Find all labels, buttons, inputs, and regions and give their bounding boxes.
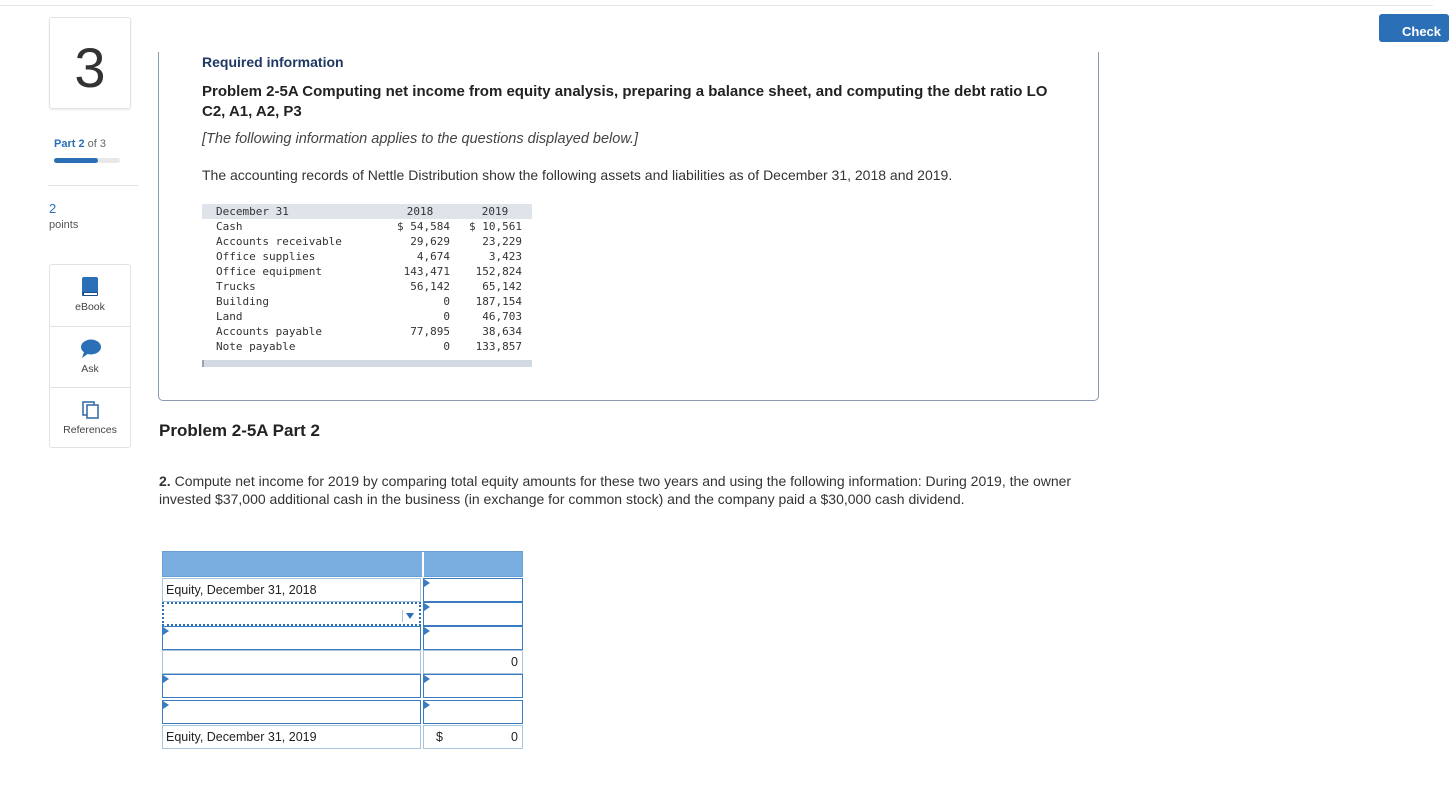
worksheet-row-5: [162, 674, 523, 698]
row-label: Accounts payable: [216, 325, 322, 338]
input-marker-icon: [163, 627, 169, 635]
value-2018: $ 54,584: [397, 220, 450, 233]
top-divider: [0, 5, 1433, 6]
equity-2019-label: Equity, December 31, 2019: [162, 725, 421, 749]
value-2018: 143,471: [403, 265, 450, 278]
value-2019: 23,229: [482, 235, 522, 248]
input-marker-icon: [424, 603, 430, 611]
required-info-heading: Required information: [202, 54, 344, 70]
worksheet-row-6: [162, 700, 523, 724]
question-number-card[interactable]: [49, 17, 131, 109]
ask-label: Ask: [81, 363, 99, 375]
part2-title: Problem 2-5A Part 2: [159, 421, 320, 440]
table-header: December 31: [216, 205, 289, 218]
row-label: Trucks: [216, 280, 256, 293]
equity-2018-label: Equity, December 31, 2018: [162, 578, 421, 602]
value-2019: 38,634: [482, 325, 522, 338]
table-header: 2018: [406, 205, 434, 218]
ebook-button[interactable]: [50, 265, 130, 326]
table-header-row: [202, 204, 532, 219]
worksheet-row-equity-2019: [162, 725, 523, 749]
row6-amount-input[interactable]: [423, 700, 523, 724]
row-label: Office equipment: [216, 265, 322, 278]
value-2019: 152,824: [475, 265, 522, 278]
part-current: 2: [78, 138, 85, 150]
check-button[interactable]: Check: [1379, 14, 1449, 42]
applies-note: [The following information applies to the questions displayed below.]: [202, 131, 639, 147]
tools-panel: [49, 264, 131, 448]
value-2018: 56,142: [410, 280, 450, 293]
value-2019: 65,142: [482, 280, 522, 293]
row3-label-input[interactable]: [162, 626, 421, 650]
value-2018: 0: [443, 310, 450, 323]
row2-amount-input[interactable]: [423, 602, 523, 626]
table-footer-bar: [202, 360, 532, 367]
row-label: Accounts receivable: [216, 235, 342, 248]
worksheet-row-3: [162, 626, 523, 650]
part-indicator: [54, 138, 106, 150]
points-label: points: [49, 219, 79, 231]
equity-2019-amount: [423, 725, 523, 749]
row2-label-dropdown[interactable]: [162, 602, 421, 626]
value-2019: 187,154: [475, 295, 522, 308]
equity-2019-amount-value: 0: [511, 730, 518, 744]
table-row: [202, 234, 532, 249]
worksheet-row-equity-2018: [162, 578, 523, 602]
input-marker-icon: [163, 675, 169, 683]
row6-label-input[interactable]: [162, 700, 421, 724]
worksheet-header: [162, 551, 523, 577]
part-progress-bar: [54, 158, 120, 163]
worksheet-row-subtotal: [162, 650, 523, 674]
row-label: Cash: [216, 220, 243, 233]
problem-title: Problem 2-5A Computing net income from equity analysis, preparing a balance sheet, and computing the debt ratio LO C2, A1, A2, P3: [202, 83, 1048, 120]
question-body: Compute net income for 2019 by comparing total equity amounts for these two years and using the following information: During 2019, the owner invested $37,000 additional cash in the business (in exchange for common stock) and the company paid a $30,000 cash dividend.: [159, 473, 1072, 507]
value-2018: 4,674: [416, 250, 450, 263]
table-row: [202, 339, 532, 354]
table-row: [202, 264, 532, 279]
input-marker-icon: [163, 701, 169, 709]
value-2019: 3,423: [488, 250, 522, 263]
row3-amount-input[interactable]: [423, 626, 523, 650]
question-text: [159, 472, 1089, 508]
value-2019: 133,857: [475, 340, 522, 353]
row-label: Building: [216, 295, 269, 308]
table-row: [202, 294, 532, 309]
value-2018: 0: [443, 295, 450, 308]
rail-divider: [48, 185, 138, 186]
row5-label-input[interactable]: [162, 674, 421, 698]
assets-liabilities-table: [202, 204, 532, 354]
value-2019: 46,703: [482, 310, 522, 323]
book-icon: [80, 276, 100, 298]
value-2018: 0: [443, 340, 450, 353]
input-marker-icon: [424, 675, 430, 683]
question-number: 3: [74, 36, 106, 99]
references-label: References: [63, 424, 117, 436]
intro-text: The accounting records of Nettle Distribution show the following assets and liabilities as of December 31, 2018 and 2019.: [202, 167, 953, 183]
currency-symbol: $: [436, 730, 443, 744]
input-marker-icon: [424, 579, 430, 587]
worksheet-row-2: [162, 602, 523, 626]
ask-button[interactable]: [50, 326, 130, 387]
references-button[interactable]: [50, 387, 130, 448]
row5-amount-input[interactable]: [423, 674, 523, 698]
ebook-label: eBook: [75, 301, 105, 313]
value-2018: 77,895: [410, 325, 450, 338]
row-label: Office supplies: [216, 250, 316, 263]
input-marker-icon: [424, 627, 430, 635]
table-row: [202, 249, 532, 264]
value-2018: 29,629: [410, 235, 450, 248]
part-prefix: Part: [54, 138, 76, 150]
row-label: Note payable: [216, 340, 296, 353]
value-2019: $ 10,561: [469, 220, 522, 233]
equity-worksheet: [162, 551, 523, 751]
points-value: 2: [49, 201, 57, 216]
table-row: [202, 279, 532, 294]
row-label: Land: [216, 310, 243, 323]
table-header: 2019: [481, 205, 509, 218]
row4-label: [162, 650, 421, 674]
table-row: [202, 309, 532, 324]
input-marker-icon: [424, 701, 430, 709]
question-number-label: 2.: [159, 473, 171, 489]
chat-bubble-icon: [80, 339, 102, 359]
part-progress-fill: [54, 158, 98, 163]
row4-amount-value: 0: [511, 655, 518, 669]
equity-2018-amount-input[interactable]: [423, 578, 523, 602]
row4-amount: [423, 650, 523, 674]
table-row: [202, 219, 532, 234]
chevron-down-icon[interactable]: [402, 610, 416, 622]
table-row: [202, 324, 532, 339]
copy-pages-icon: [81, 400, 101, 420]
part-total: of 3: [87, 138, 107, 150]
